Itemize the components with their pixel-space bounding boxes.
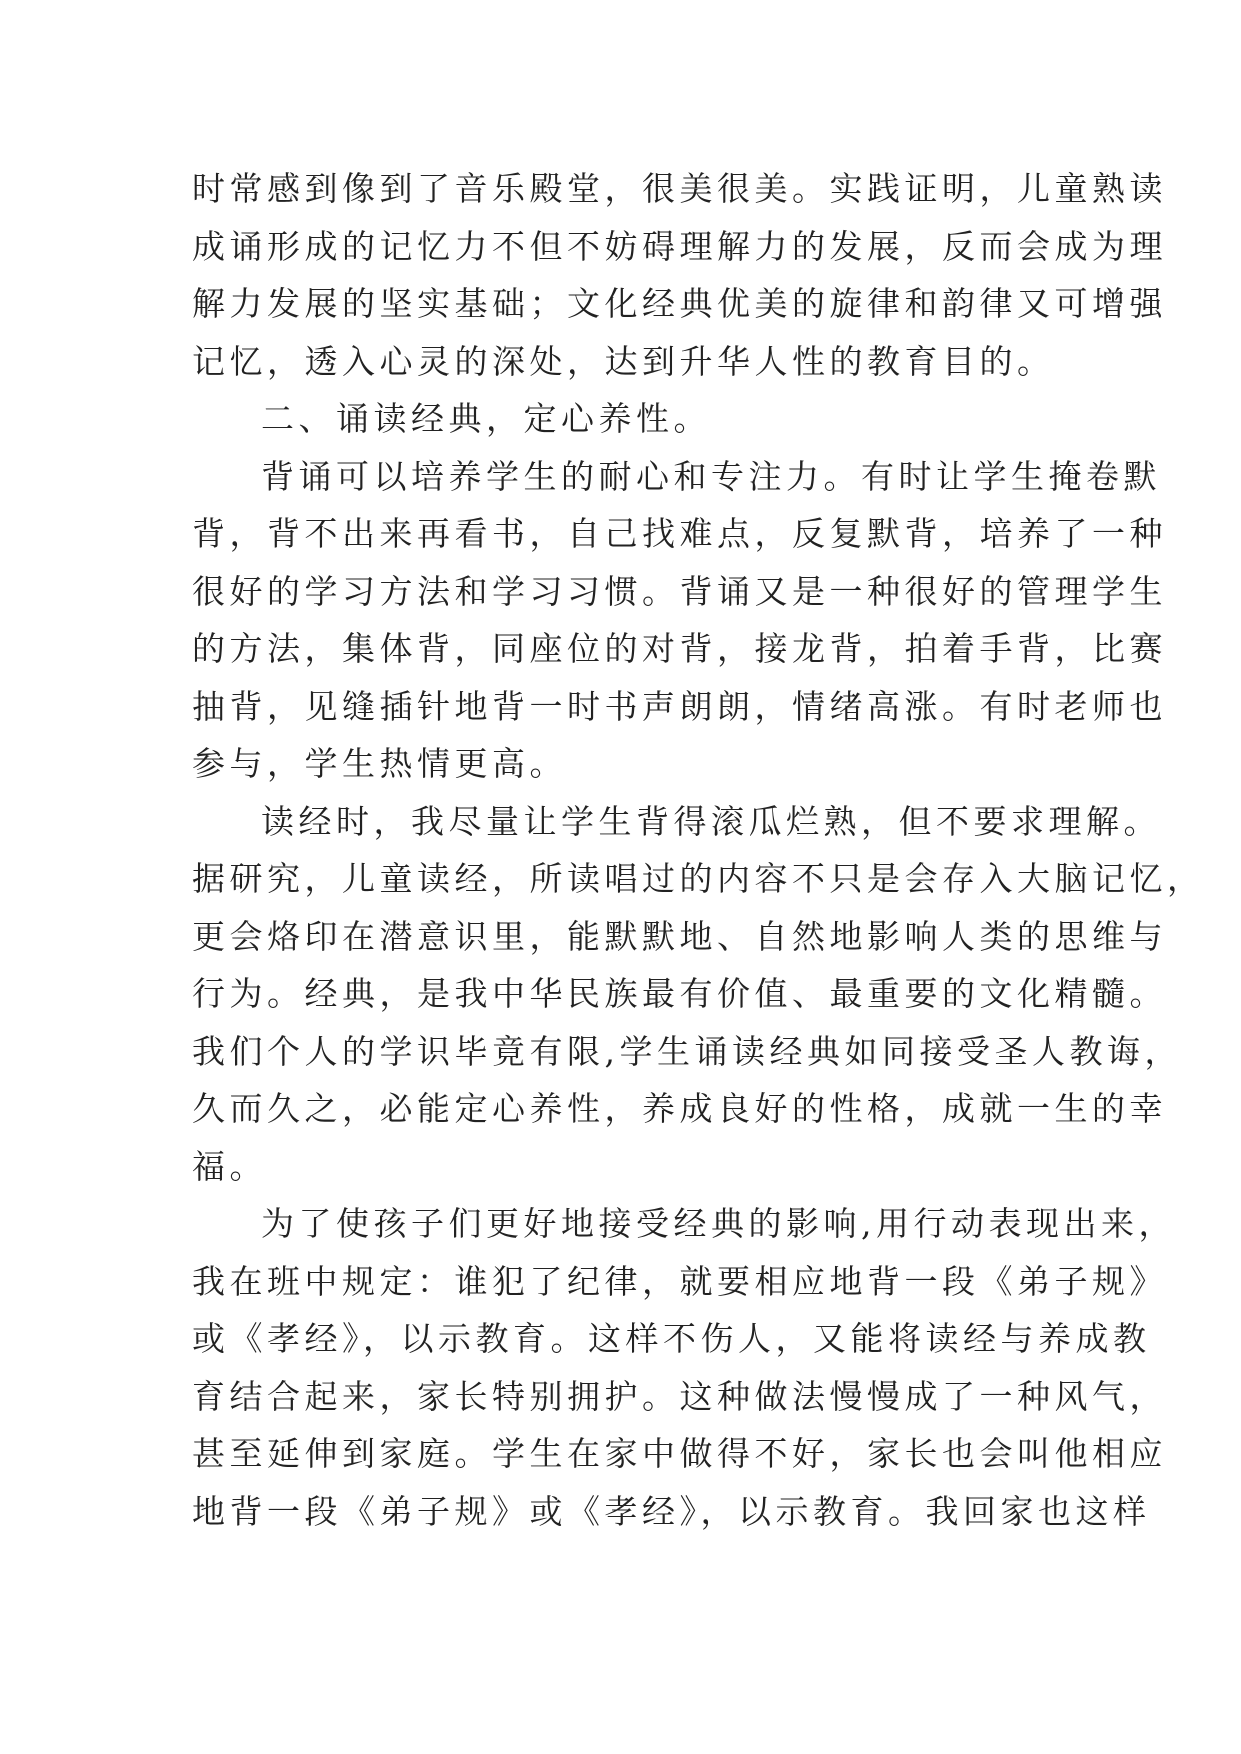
text-line: 读经时，我尽量让学生背得滚瓜烂熟，但不要求理解。	[261, 801, 1161, 841]
text-line: 时常感到像到了音乐殿堂，很美很美。实践证明，儿童熟读	[192, 169, 1167, 208]
text-line: 行为。经典，是我中华民族最有价值、最重要的文化精髓。	[192, 974, 1167, 1013]
text-line: 参与，学生热情更高。	[192, 744, 567, 783]
text-line: 的方法，集体背，同座位的对背，接龙背，拍着手背，比赛	[192, 629, 1167, 668]
text-line: 成诵形成的记忆力不但不妨碍理解力的发展，反而会成为理	[192, 226, 1167, 266]
text-line: 育结合起来，家长特别拥护。这种做法慢慢成了一种风气，	[192, 1376, 1167, 1416]
text-line: 背诵可以培养学生的耐心和专注力。有时让学生掩卷默	[261, 456, 1161, 496]
body-text	[192, 160, 1205, 1540]
text-line: 据研究，儿童读经，所读唱过的内容不只是会存入大脑记忆，	[192, 859, 1205, 898]
text-line: 或《孝经》，以示教育。这样不伤人，又能将读经与养成教	[192, 1319, 1151, 1358]
section-heading: 二、诵读经典，定心养性。	[261, 399, 711, 438]
text-line: 很好的学习方法和学习习惯。背诵又是一种很好的管理学生	[192, 571, 1167, 611]
text-line: 为了使孩子们更好地接受经典的影响,用行动表现出来，	[261, 1204, 1176, 1243]
text-line: 我在班中规定：谁犯了纪律，就要相应地背一段《弟子规》	[192, 1261, 1167, 1301]
text-line: 久而久之，必能定心养性，养成良好的性格，成就一生的幸	[192, 1089, 1167, 1128]
text-line: 甚至延伸到家庭。学生在家中做得不好，家长也会叫他相应	[192, 1434, 1167, 1473]
text-line: 记忆，透入心灵的深处，达到升华人性的教育目的。	[192, 341, 1055, 381]
text-line: 更会烙印在潜意识里，能默默地、自然地影响人类的思维与	[192, 916, 1167, 956]
text-line: 解力发展的坚实基础；文化经典优美的旋律和韵律又可增强	[192, 284, 1167, 323]
text-line: 福。	[192, 1146, 267, 1186]
text-line: 抽背，见缝插针地背一时书声朗朗，情绪高涨。有时老师也	[192, 686, 1167, 726]
text-line: 背，背不出来再看书，自己找难点，反复默背，培养了一种	[192, 514, 1167, 553]
text-line: 我们个人的学识毕竟有限,学生诵读经典如同接受圣人教诲，	[192, 1031, 1182, 1071]
text-line: 地背一段《弟子规》或《孝经》，以示教育。我回家也这样	[192, 1491, 1151, 1531]
